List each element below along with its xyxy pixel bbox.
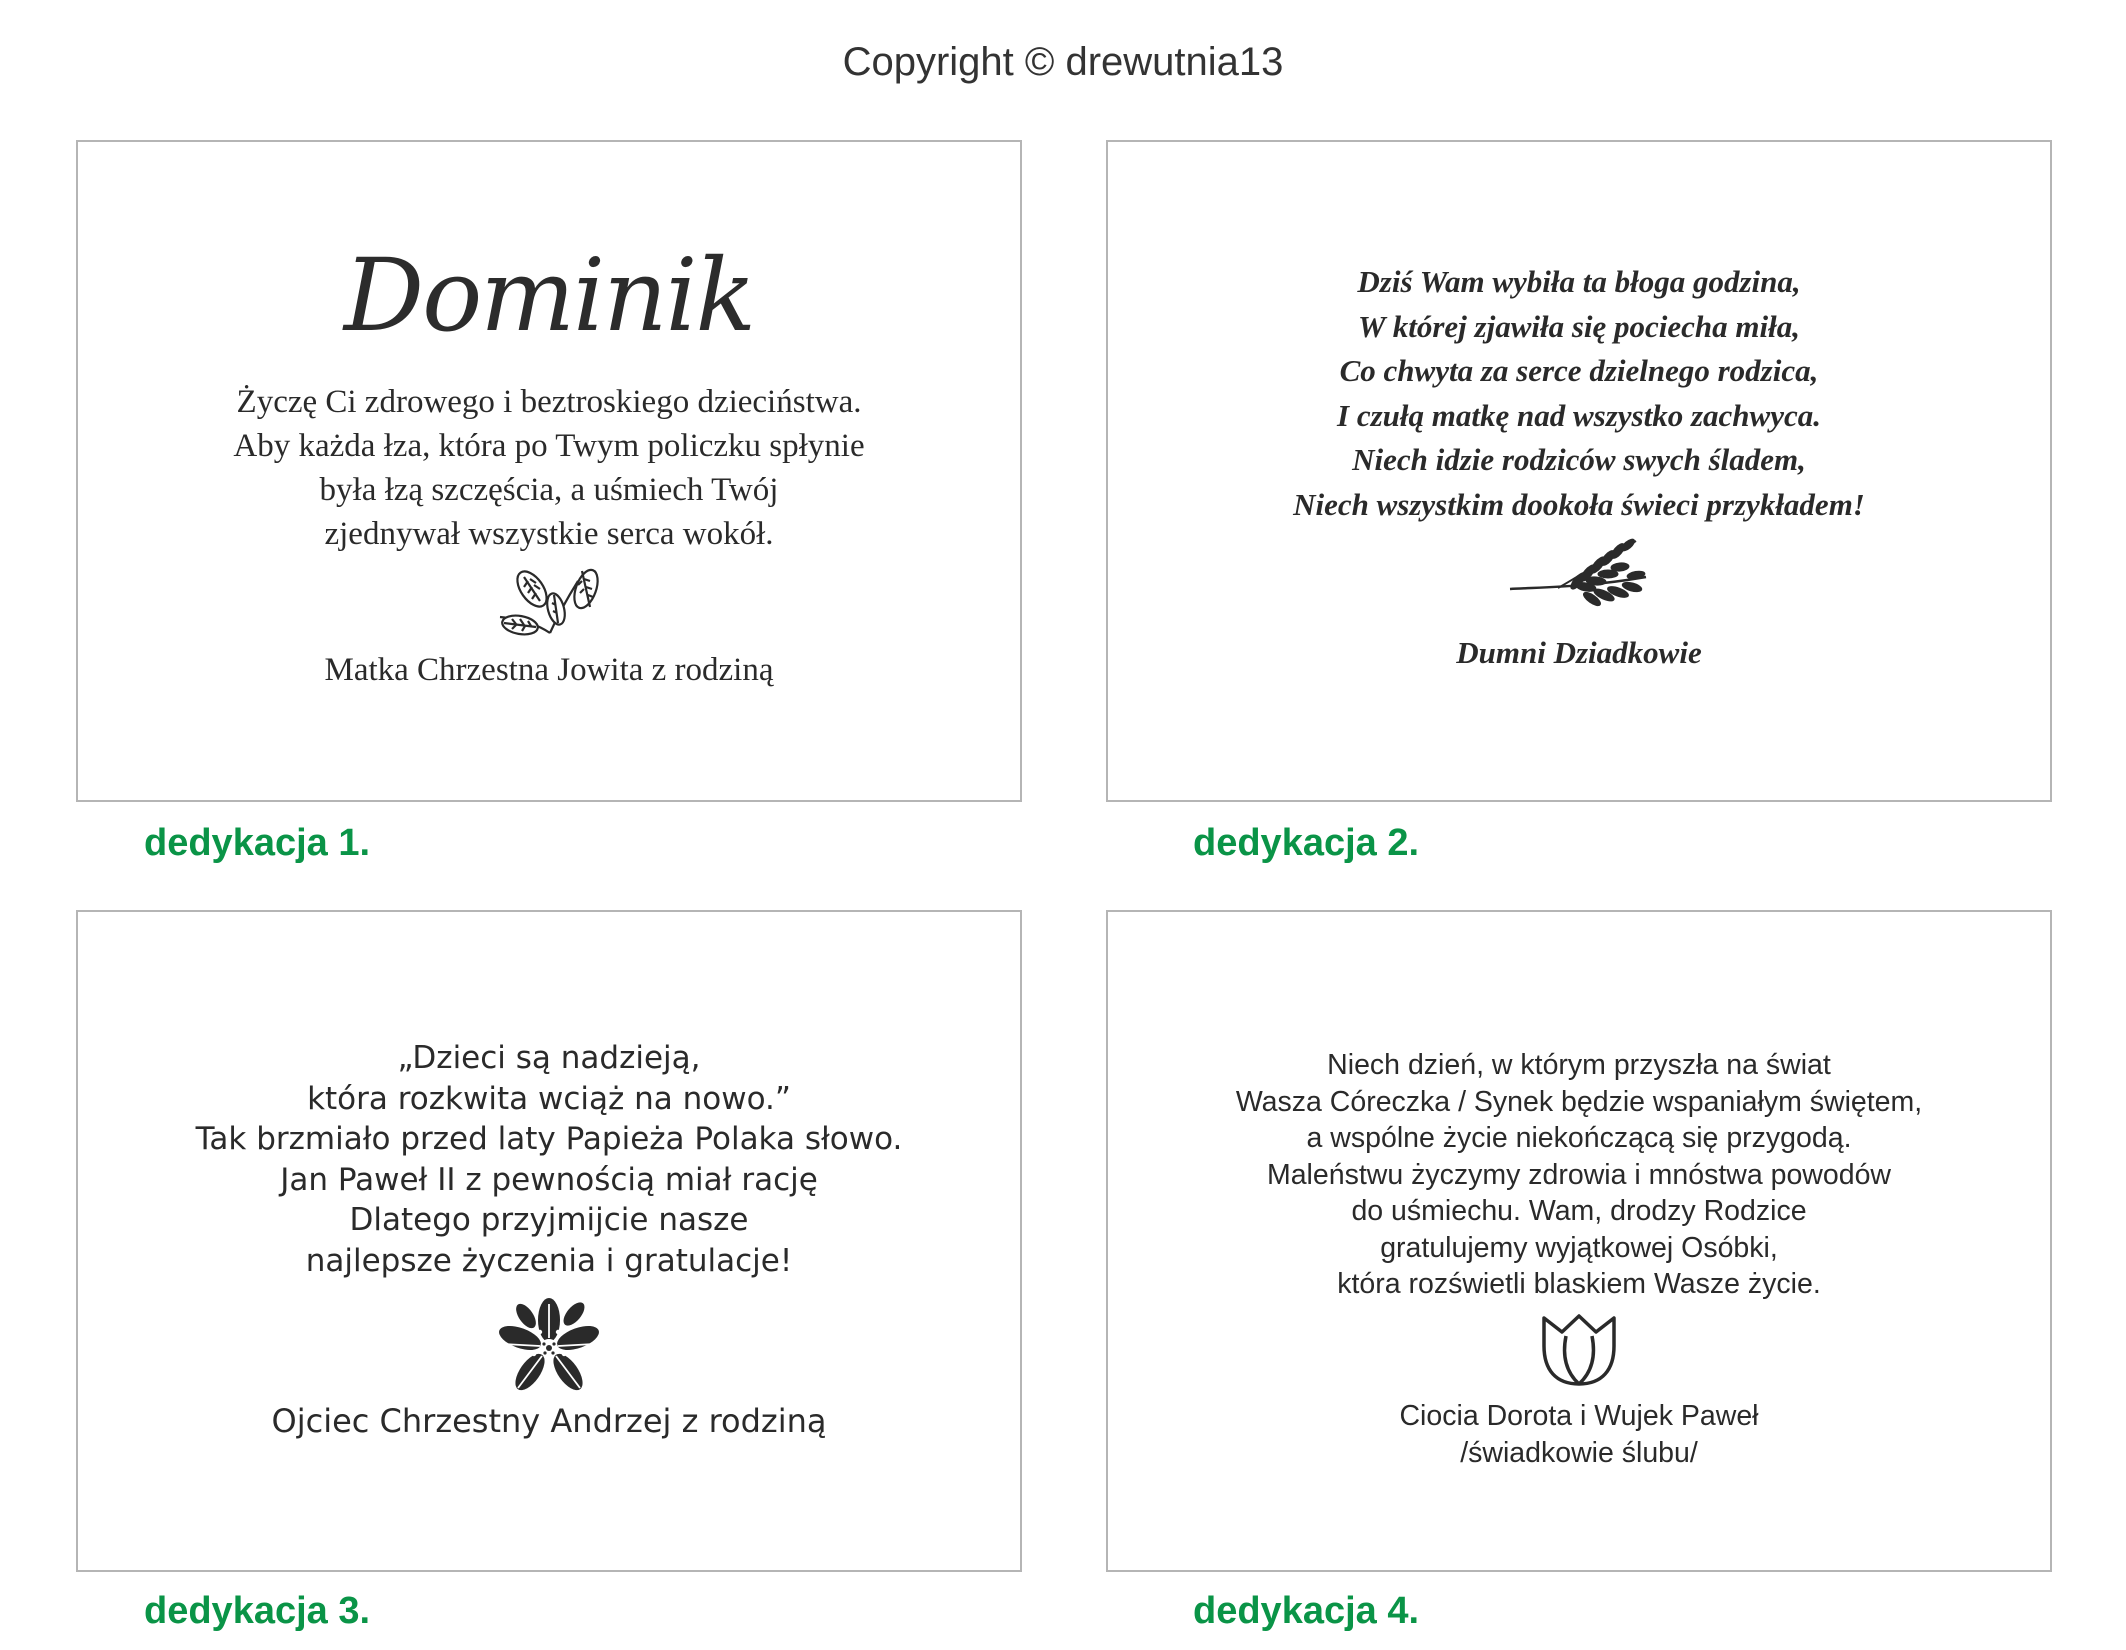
dedication-label-4: dedykacja 4. (1193, 1590, 1420, 1632)
text-line: Tak brzmiało przed laty Papieża Polaka słowo. (195, 1121, 903, 1157)
text-line: Dlatego przyjmijcie nasze (349, 1202, 749, 1238)
tulip-icon (1536, 1312, 1622, 1388)
signature: Dumni Dziadkowie (1456, 635, 1702, 670)
text-line: „Dzieci są nadzieją, (397, 1040, 701, 1076)
dedication-text (1108, 1047, 2050, 1303)
text-line: Wasza Córeczka / Synek będzie wspaniałym świętem, (1235, 1085, 1923, 1118)
signature-line: /świadkowie ślubu/ (1460, 1437, 1698, 1469)
dedication-text (1108, 260, 2050, 527)
signature: Ojciec Chrzestny Andrzej z rodziną (271, 1402, 827, 1440)
child-name: Dominik (343, 237, 755, 354)
text-line: Niech idzie rodziców swych śladem, (1352, 442, 1806, 477)
dedication-label-3: dedykacja 3. (144, 1590, 371, 1632)
text-line: zjednywał wszystkie serca wokół. (324, 516, 774, 552)
dedication-label-2: dedykacja 2. (1193, 822, 1420, 864)
signature-line: Ciocia Dorota i Wujek Paweł (1399, 1400, 1759, 1432)
dedication-card-3[interactable] (76, 910, 1022, 1572)
text-line: W której zjawiła się pociecha miła, (1357, 308, 1801, 344)
text-line: która rozkwita wciąż na nowo.” (307, 1080, 791, 1117)
text-line: Życzę Ci zdrowego i beztroskiego dzieciństwa. (236, 384, 862, 420)
text-line: Niech dzień, w którym przyszła na świat (1327, 1049, 1831, 1081)
text-line: Niech wszystkim dookoła świeci przykładem! (1293, 486, 1865, 522)
text-line: gratulujemy wyjątkowej Osóbki, (1380, 1231, 1778, 1264)
flower-icon (496, 1298, 602, 1394)
copyright-text: Copyright © drewutnia13 (842, 40, 1284, 84)
dedication-text (78, 1038, 1020, 1281)
leaves-icon (498, 567, 604, 643)
text-line: Jan Paweł II z pewnością miał rację (280, 1161, 818, 1198)
text-line: do uśmiechu. Wam, drodzy Rodzice (1351, 1195, 1807, 1227)
text-line: była łzą szczęścia, a uśmiech Twój (319, 472, 779, 508)
text-line: Co chwyta za serce dzielnego rodzica, (1339, 353, 1819, 388)
dedication-card-2[interactable] (1106, 140, 2052, 802)
text-line: najlepsze życzenia i gratulacje! (305, 1242, 793, 1279)
text-line: Dziś Wam wybiła ta błoga godzina, (1357, 264, 1801, 299)
dedication-card-4[interactable] (1106, 910, 2052, 1572)
signature (1108, 1398, 2050, 1472)
signature: Matka Chrzestna Jowita z rodziną (324, 652, 774, 688)
branch-icon (1508, 537, 1648, 617)
text-line: I czułą matkę nad wszystko zachwyca. (1337, 397, 1821, 433)
dedication-label-1: dedykacja 1. (144, 822, 371, 864)
dedication-text (78, 380, 1020, 556)
text-line: Maleństwu życzymy zdrowia i mnóstwa powodów (1266, 1158, 1892, 1191)
text-line: a wspólne życie niekończącą się przygodą. (1306, 1122, 1852, 1154)
text-line: Aby każda łza, która po Twym policzku spłynie (233, 428, 865, 464)
dedication-card-1[interactable] (76, 140, 1022, 802)
text-line: która rozświetli blaskiem Wasze życie. (1337, 1268, 1821, 1300)
